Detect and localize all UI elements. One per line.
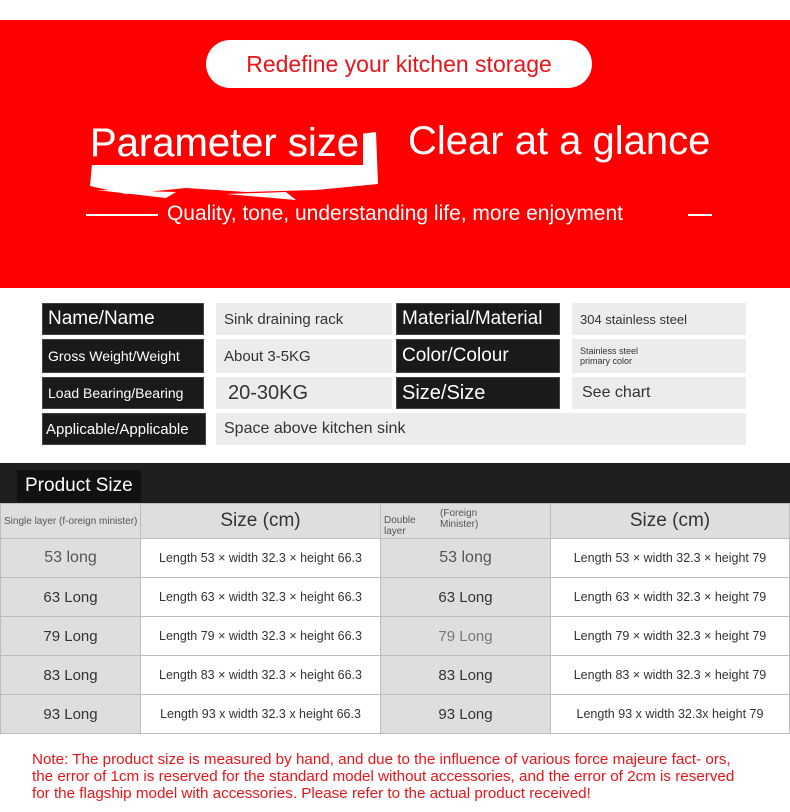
- table-row-double-size: Length 83 × width 32.3 × height 79: [550, 655, 790, 695]
- table-row-double-size: Length 93 x width 32.3x height 79: [550, 694, 790, 734]
- param-value-color-line2: primary color: [580, 356, 633, 366]
- param-value-color: [572, 339, 746, 373]
- table-row-double-label: 53 long: [380, 538, 551, 578]
- param-value-size: See chart: [572, 377, 746, 409]
- table-row-double-label: 79 Long: [380, 616, 551, 656]
- product-size-title: Product Size: [17, 470, 141, 502]
- table-row-single-size: Length 83 × width 32.3 × height 66.3: [140, 655, 381, 695]
- table-row-double-label: 83 Long: [380, 655, 551, 695]
- double-layer-header-b: (Foreign Minister): [440, 508, 479, 530]
- table-row-single-label: 63 Long: [0, 577, 141, 617]
- single-size-header: Size (cm): [140, 503, 381, 539]
- param-value-applicable: Space above kitchen sink: [216, 413, 746, 445]
- table-row-double-size: Length 53 × width 32.3 × height 79: [550, 538, 790, 578]
- double-layer-header-a: Double layer: [384, 515, 416, 537]
- param-value-color-line1: Stainless steel: [580, 346, 639, 356]
- table-row-double-size: Length 79 × width 32.3 × height 79: [550, 616, 790, 656]
- table-row-single-label: 83 Long: [0, 655, 141, 695]
- param-label-color: Color/Colour: [396, 339, 560, 373]
- table-row-double-label: 63 Long: [380, 577, 551, 617]
- param-value-load-bearing: 20-30KG: [216, 377, 392, 409]
- table-row-single-size: Length 93 x width 32.3 x height 66.3: [140, 694, 381, 734]
- banner-pill: Redefine your kitchen storage: [206, 40, 592, 88]
- disclaimer-note: Note: The product size is measured by hand, and due to the influence of various force majeure fact- ors, the error of 1cm is reserved for the standard model without accessories, and the error of 2cm is reserved for the flagship model with accessories. Please refer to the actual product received!: [32, 751, 735, 802]
- param-label-size: Size/Size: [396, 377, 560, 409]
- param-value-gross-weight: About 3-5KG: [216, 339, 392, 373]
- param-value-material: 304 stainless steel: [572, 303, 746, 335]
- table-row-single-size: Length 79 × width 32.3 × height 66.3: [140, 616, 381, 656]
- table-row-single-label: 79 Long: [0, 616, 141, 656]
- param-label-load-bearing: Load Bearing/Bearing: [42, 377, 204, 409]
- table-row-single-size: Length 53 × width 32.3 × height 66.3: [140, 538, 381, 578]
- table-row-double-size: Length 63 × width 32.3 × height 79: [550, 577, 790, 617]
- headline-parameter-size: Parameter size: [86, 118, 363, 168]
- param-label-applicable: Applicable/Applicable: [42, 413, 206, 445]
- table-row-single-label: 53 long: [0, 538, 141, 578]
- double-layer-header: [380, 503, 551, 539]
- headline-clear-at-glance: Clear at a glance: [408, 119, 711, 163]
- param-label-name: Name/Name: [42, 303, 204, 335]
- table-row-single-size: Length 63 × width 32.3 × height 66.3: [140, 577, 381, 617]
- tagline-divider-right: [688, 214, 712, 216]
- tagline: Quality, tone, understanding life, more enjoyment: [166, 202, 624, 225]
- single-layer-header: Single layer (f-oreign minister): [0, 503, 141, 539]
- table-row-single-label: 93 Long: [0, 694, 141, 734]
- double-size-header: Size (cm): [550, 503, 790, 539]
- param-value-name: Sink draining rack: [216, 303, 392, 335]
- param-label-material: Material/Material: [396, 303, 560, 335]
- param-label-gross-weight: Gross Weight/Weight: [42, 339, 204, 373]
- table-row-double-label: 93 Long: [380, 694, 551, 734]
